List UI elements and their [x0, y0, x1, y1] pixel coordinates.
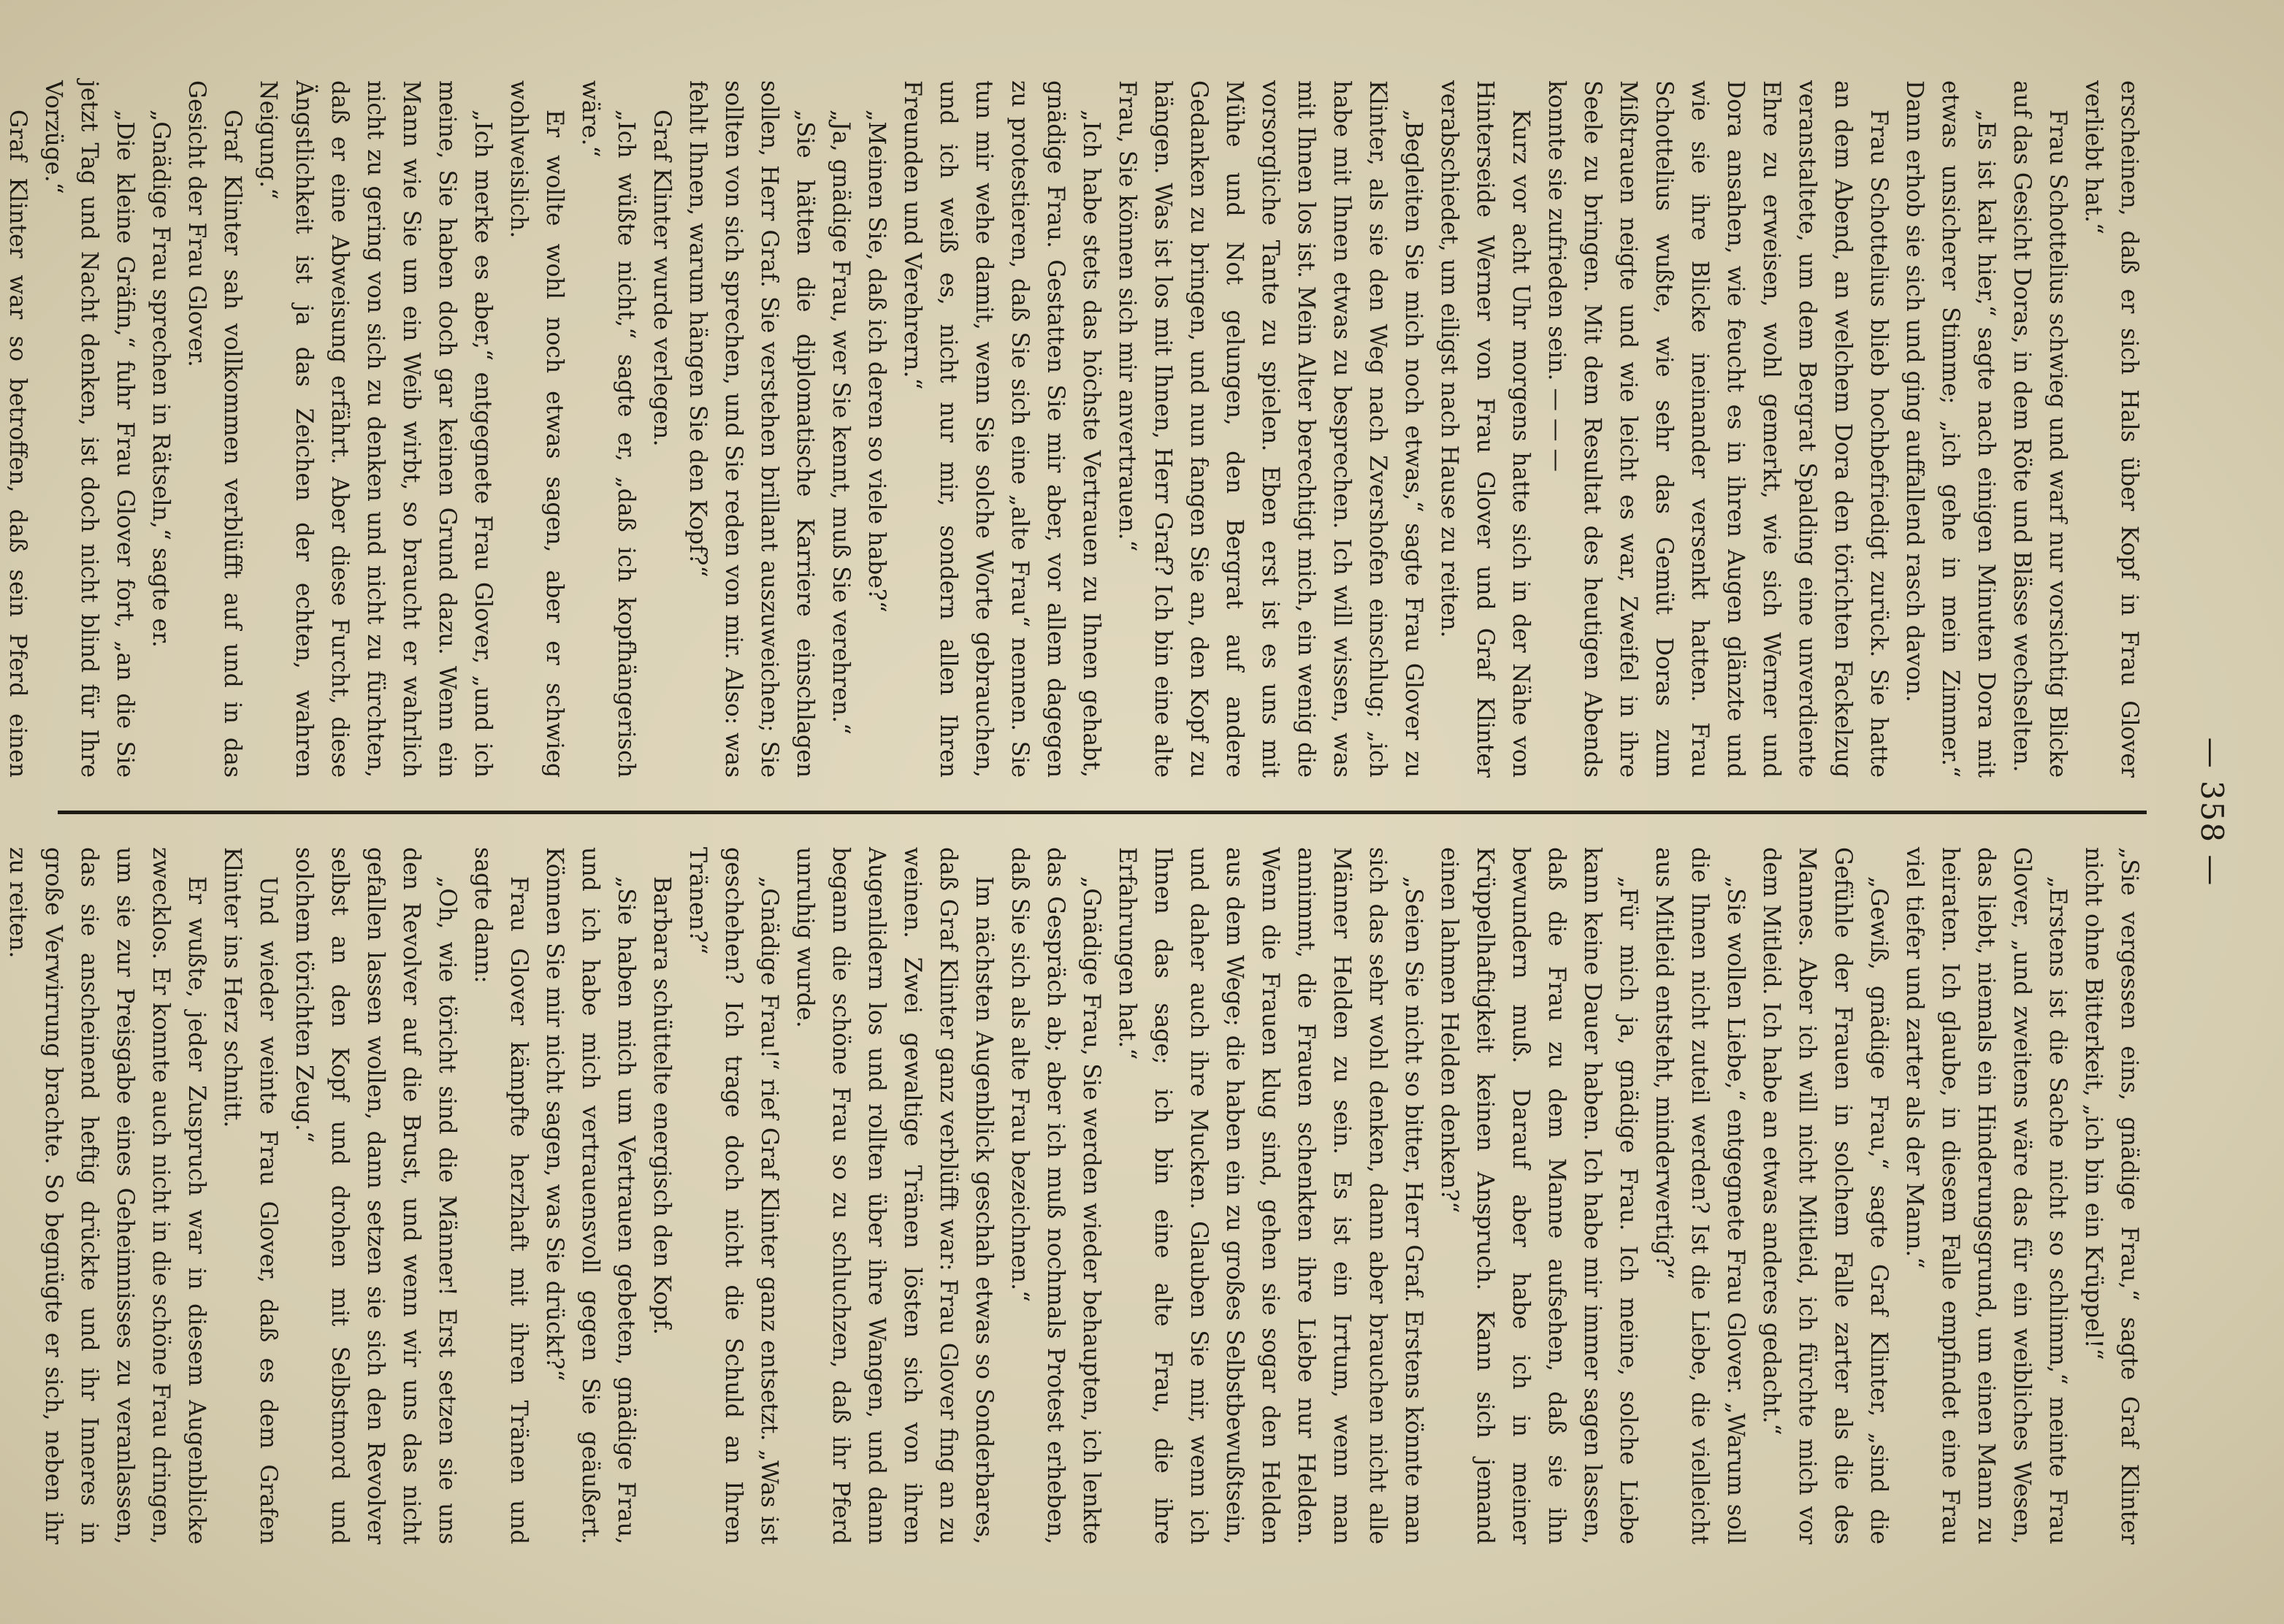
paragraph: „Ich wüßte nicht,“ sagte er, „daß ich kopfhängerisch wäre.“ [576, 80, 639, 778]
paragraph: Graf Klinter war so betroffen, daß sein Pferd einen [4, 110, 31, 778]
left-text-column [4, 80, 2147, 778]
column-divider [58, 811, 2147, 814]
paragraph: Er wollte wohl noch etwas sagen, aber er schwieg wohlweislich. [505, 80, 568, 778]
paragraph: „Für mich ja, gnädige Frau. Ich meine, solche Liebe kann keine Dauer haben. Ich habe mir immer sagen lassen, daß die Frau zu dem Manne aufsehen, daß sie ihn bewundern muß. Darauf aber habe ich in meiner Krüppelhaftigkeit keinen Anspruch. Kann sich jemand einen lahmen Helden denken?“ [1435, 847, 1641, 1544]
paragraph: „Ja, gnädige Frau, wer Sie kennt, muß Sie verehren.“ [827, 110, 854, 735]
paragraph: „Es ist kalt hier,“ sagte nach einigen Minuten Dora mit etwas unsicherer Stimme; „ich gehe in mein Zimmer.“ Dann erhob sie sich und ging auffallend rasch davon. [1901, 80, 1999, 778]
paragraph: „Erstens ist die Sache nicht so schlimm,“ meinte Frau Glover, „und zweitens wäre das für ein weibliches Wesen, das liebt, niemals ein Hinderungsgrund, um einen Mann zu heiraten. Ich glaube, in diesem Falle empfindet eine Frau viel tiefer und zarter als der Mann.“ [1901, 847, 2071, 1544]
paragraph: „Sie wollen Liebe,“ entgegnete Frau Glover. „Warum soll die Ihnen nicht zuteil werden? Ist die Liebe, die vielleicht aus Mitleid entsteht, minderwertig?“ [1650, 847, 1749, 1544]
paragraph: „Begleiten Sie mich noch etwas,“ sagte Frau Glover zu Klinter, als sie den Weg nach Zvershofen einschlug; „ich habe mit Ihnen etwas zu besprechen. Ich will wissen, was mit Ihnen los ist. Mein Alter berechtigt mich, ein wenig die vorsorgliche Tante zu spielen. Eben erst ist es uns mit Mühe und Not gelungen, den Bergrat auf andere Gedanken zu bringen, und nun fangen Sie an, den Kopf zu hängen. Was ist los mit Ihnen, Herr Graf? Ich bin eine alte Frau, Sie können sich mir anvertrauen.“ [1113, 80, 1426, 778]
paragraph: Graf Klinter wurde verlegen. [648, 110, 675, 447]
paragraph: „Die kleine Gräfin,“ fuhr Frau Glover fort, „an die Sie jetzt Tag und Nacht denken, ist doch nicht blind für Ihre Vorzüge.“ [39, 80, 138, 778]
paragraph: „Sie haben mich um Vertrauen gebeten, gnädige Frau, und ich habe mich vertrauensvoll gegen Sie geäußert. Können Sie mir nicht sagen, was Sie drückt?“ [541, 847, 639, 1544]
paragraph: „Gewiß, gnädige Frau,“ sagte Graf Klinter, „sind die Gefühle der Frauen in solchem Falle zarter als die des Mannes. Aber ich will nicht Mitleid, ich fürchte mich vor dem Mitleid. Ich habe an etwas anderes gedacht.“ [1757, 847, 1892, 1544]
paragraph: Und wieder weinte Frau Glover, daß es dem Grafen Klinter ins Herz schnitt. [218, 847, 281, 1544]
paragraph: Frau Schottelius blieb hochbefriedigt zurück. Sie hatte an dem Abend, an welchem Dora den törichten Fackelzug veranstaltete, um dem Bergrat Spalding eine unverdiente Ehre zu erweisen, wohl gemerkt, wie sich Werner und Dora ansahen, wie feucht es in ihren Augen glänzte und wie sie ihre Blicke ineinander versenkt hatten. Frau Schottelius wußte, wie sehr das Gemüt Doras zum Mißtrauen neigte und wie leicht es war, Zweifel in ihre Seele zu bringen. Mit dem Resultat des heutigen Abends konnte sie zufrieden sein. — — — [1543, 80, 1892, 778]
paragraph: Graf Klinter sah vollkommen verblüfft auf und in das Gesicht der Frau Glover. [183, 80, 245, 778]
paragraph: Barbara schüttelte energisch den Kopf. [648, 876, 675, 1335]
paragraph: erscheinen, daß er sich Hals über Kopf in Frau Glover verliebt hat.“ [2079, 80, 2142, 778]
paragraph: „Meinen Sie, daß ich deren so viele habe?“ [863, 110, 890, 613]
right-text-column [4, 847, 2147, 1544]
paragraph: Im nächsten Augenblick geschah etwas so Sonderbares, daß Graf Klinter ganz verblüfft war: Frau Glover fing an zu weinen. Zwei gewaltige Tränen lösten sich von ihren Augenlidern los und rollten über ihre Wangen, und dann begann die schöne Frau so zu schluchzen, daß ihr Pferd unruhig wurde. [791, 847, 997, 1544]
paragraph: Frau Glover kämpfte herzhaft mit ihren Tränen und sagte dann: [469, 847, 532, 1544]
paragraph: Er wußte, jeder Zuspruch war in diesem Augenblicke zwecklos. Er konnte auch nicht in die schöne Frau dringen, um sie zur Preisgabe eines Geheimnisses zu veranlassen, das sie anscheinend heftig drückte und ihr Inneres in große Verwirrung brachte. So begnügte er sich, neben ihr zu reiten. [4, 847, 210, 1544]
page-number-header: — 358 — [2193, 737, 2230, 887]
paragraph: „Sie hätten die diplomatische Karriere einschlagen sollen, Herr Graf. Sie verstehen brillant auszuweichen; Sie sollten von sich sprechen, und Sie reden von mir. Also: was fehlt Ihnen, warum hängen Sie den Kopf?“ [684, 80, 818, 778]
paragraph: „Ich habe stets das höchste Vertrauen zu Ihnen gehabt, gnädige Frau. Gestatten Sie mir aber, vor allem dagegen zu protestieren, daß Sie sich eine „alte Frau“ nennen. Sie tun mir wehe damit, wenn Sie solche Worte gebrauchen, und ich weiß es, nicht nur mir, sondern allen Ihren Freunden und Verehrern.“ [898, 80, 1104, 778]
rotated-book-page [4, 23, 2256, 1601]
paragraph: Kurz vor acht Uhr morgens hatte sich in der Nähe von Hinterseide Werner von Frau Glover und Graf Klinter verabschiedet, um eiligst nach Hause zu reiten. [1435, 80, 1534, 778]
paragraph: „Gnädige Frau!“ rief Graf Klinter ganz entsetzt. „Was ist geschehen? Ich trage doch nicht die Schuld an Ihren Tränen?“ [684, 847, 782, 1544]
paragraph: „Gnädige Frau sprechen in Rätseln,“ sagte er. [147, 110, 174, 648]
paragraph: Frau Schottelius schwieg und warf nur vorsichtig Blicke auf das Gesicht Doras, in dem Röte und Blässe wechselten. [2008, 80, 2071, 778]
paragraph: „Ich merke es aber,“ entgegnete Frau Glover, „und ich meine, Sie haben doch gar keinen Grund dazu. Wenn ein Mann wie Sie um ein Weib wirbt, so braucht er wahrlich nicht zu gering von sich zu denken und nicht zu fürchten, daß er eine Abweisung erfährt. Aber diese Furcht, diese Ängstlichkeit ist ja das Zeichen der echten, wahren Neigung.“ [254, 80, 496, 778]
paragraph: „Oh, wie töricht sind die Männer! Erst setzen sie uns den Revolver auf die Brust, und wenn wir uns das nicht gefallen lassen wollen, dann setzen sie sich den Revolver selbst an den Kopf und drohen mit Selbstmord und solchem törichten Zeug.“ [290, 847, 460, 1544]
paragraph: „Sie vergessen eins, gnädige Frau,“ sagte Graf Klinter nicht ohne Bitterkeit, „ich bin ein Krüppel!“ [2079, 847, 2142, 1544]
paragraph: „Gnädige Frau, Sie werden wieder behaupten, ich lenkte das Gespräch ab; aber ich muß nochmals Protest erheben, daß Sie sich als alte Frau bezeichnen.“ [1006, 847, 1104, 1544]
paragraph: „Seien Sie nicht so bitter, Herr Graf. Erstens könnte man sich das sehr wohl denken, dann aber brauchen nicht alle Männer Helden zu sein. Es ist ein Irrtum, wenn man annimmt, die Frauen schenkten ihre Liebe nur Helden. Wenn die Frauen klug sind, gehen sie sogar den Helden aus dem Wege; die haben ein zu großes Selbstbewußtsein, und daher auch ihre Mucken. Glauben Sie mir, wenn ich Ihnen das sage; ich bin eine alte Frau, die ihre Erfahrungen hat.“ [1113, 847, 1426, 1544]
